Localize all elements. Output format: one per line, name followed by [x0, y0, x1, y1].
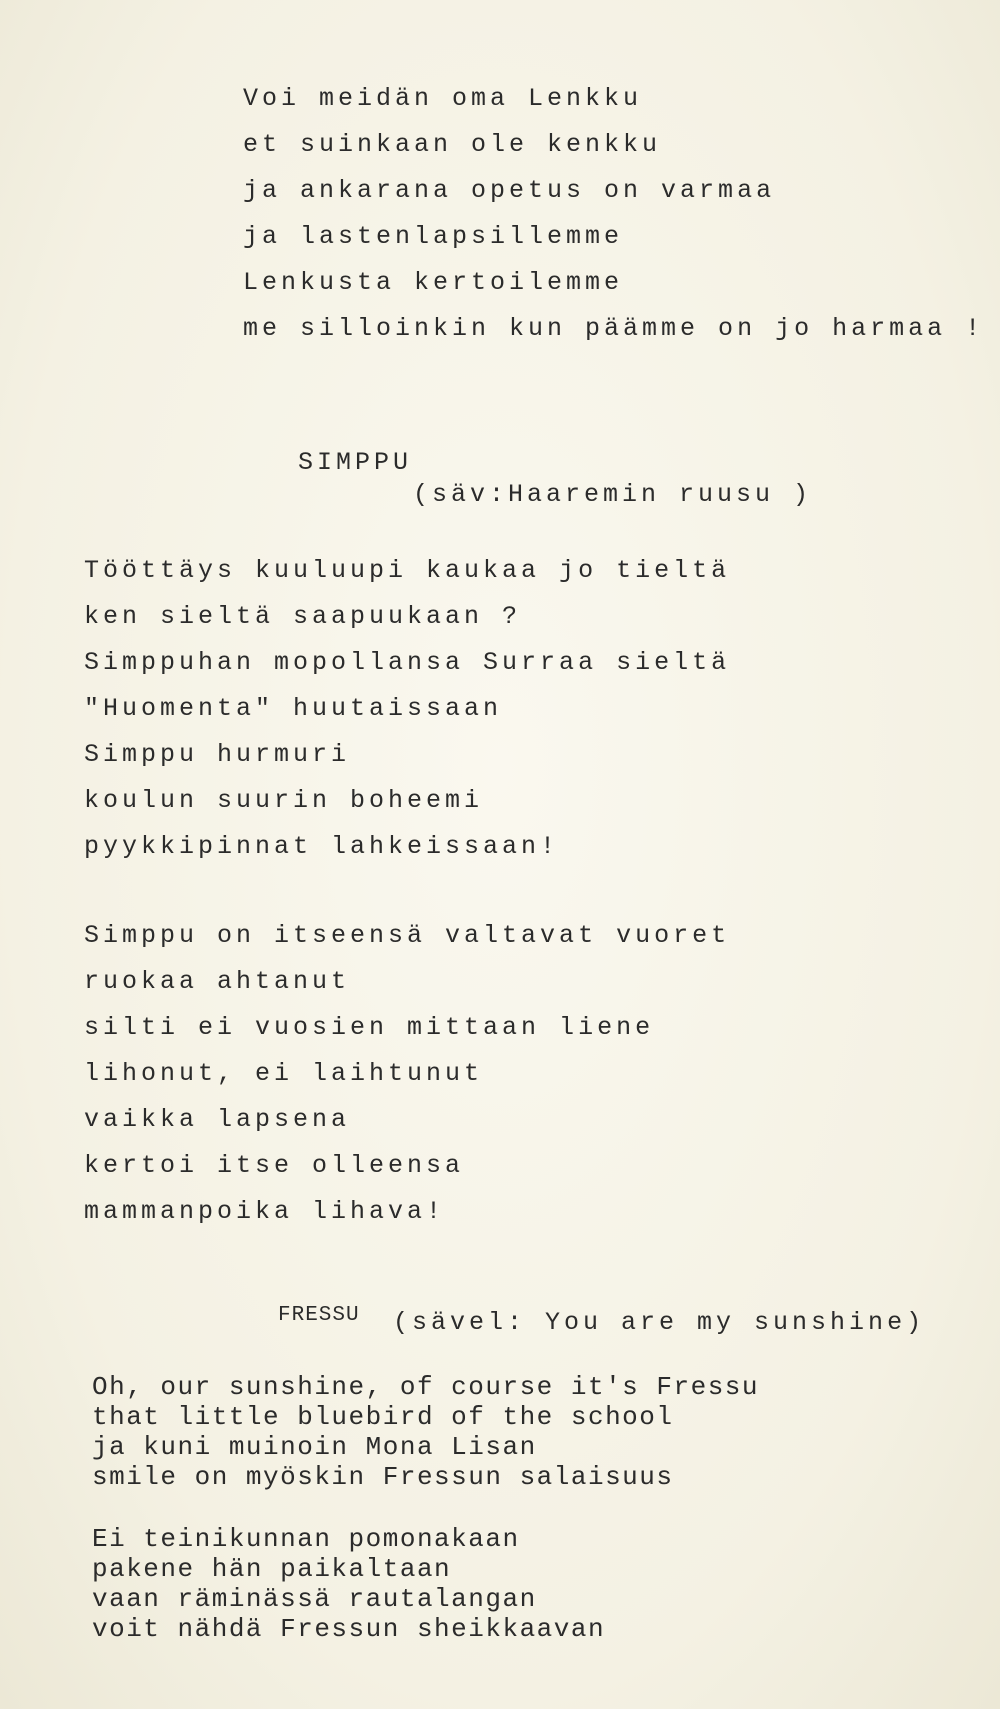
- simppu-verse1-line-1: Tööttäys kuuluupi kaukaa jo tieltä: [84, 556, 731, 585]
- stanza1-line-6: me silloinkin kun päämme on jo harmaa !: [243, 314, 985, 343]
- stanza1-line-1: Voi meidän oma Lenkku: [243, 84, 643, 113]
- fressu-melody: (sävel: You are my sunshine): [393, 1308, 926, 1337]
- simppu-verse2-line-2: ruokaa ahtanut: [84, 967, 351, 996]
- simppu-verse1-line-2: ken sieltä saapuukaan ?: [84, 602, 522, 631]
- fressu-title: FRESSU: [278, 1304, 360, 1327]
- simppu-verse2-line-7: mammanpoika lihava!: [84, 1197, 446, 1226]
- fressu-verse1-line-1: Oh, our sunshine, of course it's Fressu: [92, 1372, 759, 1402]
- simppu-verse1-line-3: Simppuhan mopollansa Surraa sieltä: [84, 648, 731, 677]
- stanza1-line-5: Lenkusta kertoilemme: [243, 268, 624, 297]
- simppu-verse2-line-4: lihonut, ei laihtunut: [84, 1059, 484, 1088]
- simppu-title: SIMPPU: [298, 448, 413, 477]
- fressu-verse2-line-3: vaan räminässä rautalangan: [92, 1584, 537, 1614]
- stanza1-line-2: et suinkaan ole kenkku: [243, 130, 662, 159]
- simppu-melody: (säv:Haaremin ruusu ): [413, 480, 813, 509]
- simppu-verse1-line-6: koulun suurin boheemi: [84, 786, 484, 815]
- simppu-verse1-line-7: pyykkipinnat lahkeissaan!: [84, 832, 560, 861]
- fressu-verse2-line-1: Ei teinikunnan pomonakaan: [92, 1524, 520, 1554]
- stanza1-line-4: ja lastenlapsillemme: [243, 222, 624, 251]
- simppu-verse2-line-5: vaikka lapsena: [84, 1105, 351, 1134]
- fressu-verse2-line-2: pakene hän paikaltaan: [92, 1554, 452, 1584]
- simppu-verse1-line-5: Simppu hurmuri: [84, 740, 351, 769]
- simppu-verse1-line-4: "Huomenta" huutaissaan: [84, 694, 503, 723]
- fressu-verse1-line-4: smile on myöskin Fressun salaisuus: [92, 1462, 674, 1492]
- simppu-verse2-line-3: silti ei vuosien mittaan liene: [84, 1013, 655, 1042]
- simppu-verse2-line-6: kertoi itse olleensa: [84, 1151, 465, 1180]
- simppu-verse2-line-1: Simppu on itseensä valtavat vuoret: [84, 921, 731, 950]
- fressu-verse1-line-2: that little bluebird of the school: [92, 1402, 674, 1432]
- fressu-verse1-line-3: ja kuni muinoin Mona Lisan: [92, 1432, 537, 1462]
- fressu-verse2-line-4: voit nähdä Fressun sheikkaavan: [92, 1614, 606, 1644]
- stanza1-line-3: ja ankarana opetus on varmaa: [243, 176, 776, 205]
